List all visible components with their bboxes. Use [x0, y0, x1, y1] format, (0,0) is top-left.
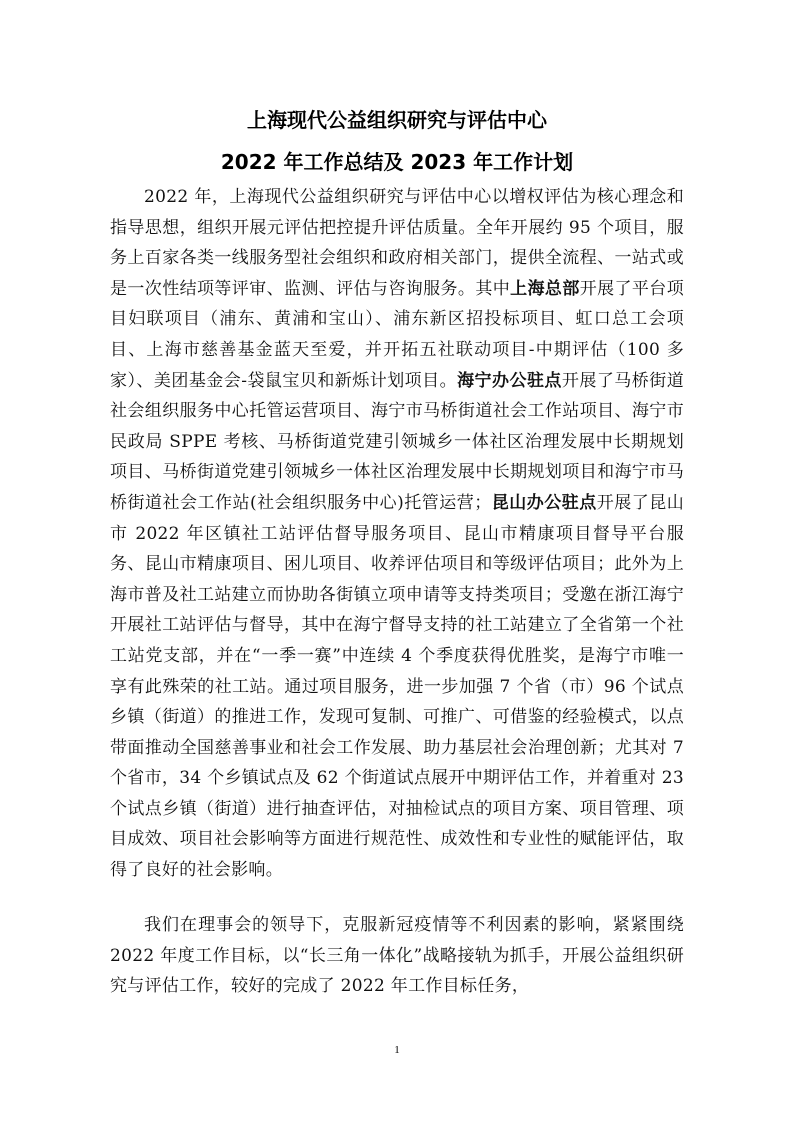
paragraph-text: 2022 年，上海现代公益组织研究与评估中心以增权评估为核心理念和指导思想，组织开展元评估把控提升评估质量。全年开展约 95 个项目，服务上百家各类一线服务型社会组织和政府相关部门，提供全流程、一站式或是一次性结项等评审、监测、评估与咨询服务。其中 [110, 187, 684, 299]
bold-heading-shanghai-hq: 上海总部 [510, 278, 580, 299]
bold-heading-kunshan-office: 昆山办公驻点 [491, 492, 597, 513]
paragraph-text: 开展了平台项目妇联项目（浦东、黄浦和宝山）、浦东新区招投标项目、虹口总工会项目、上海市慈善基金蓝天至爱，并开拓五社联动项目-中期评估（100 多家）、美团基金会-袋鼠宝贝和新烁计划项目。 [110, 278, 684, 391]
document-subtitle: 2022 年工作总结及 2023 年工作计划 [220, 150, 574, 174]
bold-heading-haining-office: 海宁办公驻点 [457, 370, 562, 391]
paragraph-text: 开展了昆山市 2022 年区镇社工站评估督导服务项目、昆山市精康项目督导平台服务、昆山市精康项目、困儿项目、收养评估项目和等级评估项目；此外为上海市普及社工站建立而协助各街镇立项申请等支持类项目；受邀在浙江海宁开展社工站评估与督导，其中在海宁督导支持的社工站建立了全省第一个社工站党支部，并在“一季一赛”中连续 4 个季度获得优胜奖，是海宁市唯一享有此殊荣的社工站。通过项目服务，进一步加强 7 个省（市）96 个试点乡镇（街道）的推进工作，发现可复制、可推广、可借鉴的经验模式，以点带面推动全国慈善事业和社会工作发展、助力基层社会治理创新；尤其对 7 个省市，34 个乡镇试点及 62 个街道试点展开中期评估工作，并着重对 23 个试点乡镇（街道）进行抽查评估，对抽检试点的项目方案、项目管理、项目成效、项目社会影响等方面进行规范性、成效性和专业性的赋能评估，取得了良好的社会影响。 [110, 492, 684, 881]
document-title: 上海现代公益组织研究与评估中心 [247, 108, 547, 132]
page-number: 1 [394, 1044, 400, 1056]
paragraph-leadership: 我们在理事会的领导下，克服新冠疫情等不利因素的影响，紧紧围绕 2022 年度工作目标，以“长三角一体化”战略接轨为抓手，开展公益组织研究与评估工作，较好的完成了 2022 年工作目标任务， [110, 915, 684, 997]
paragraph-text: 开展了马桥街道社会组织服务中心托管运营项目、海宁市马桥街道社会工作站项目、海宁市民政局 SPPE 考核、马桥街道党建引领城乡一体社区治理发展中长期规划项目、马桥街道党建引领城乡一体社区治理发展中长期规划项目和海宁市马桥街道社会工作站(社会组织服务中心)托管运营； [110, 370, 684, 513]
paragraph-summary [110, 182, 684, 902]
